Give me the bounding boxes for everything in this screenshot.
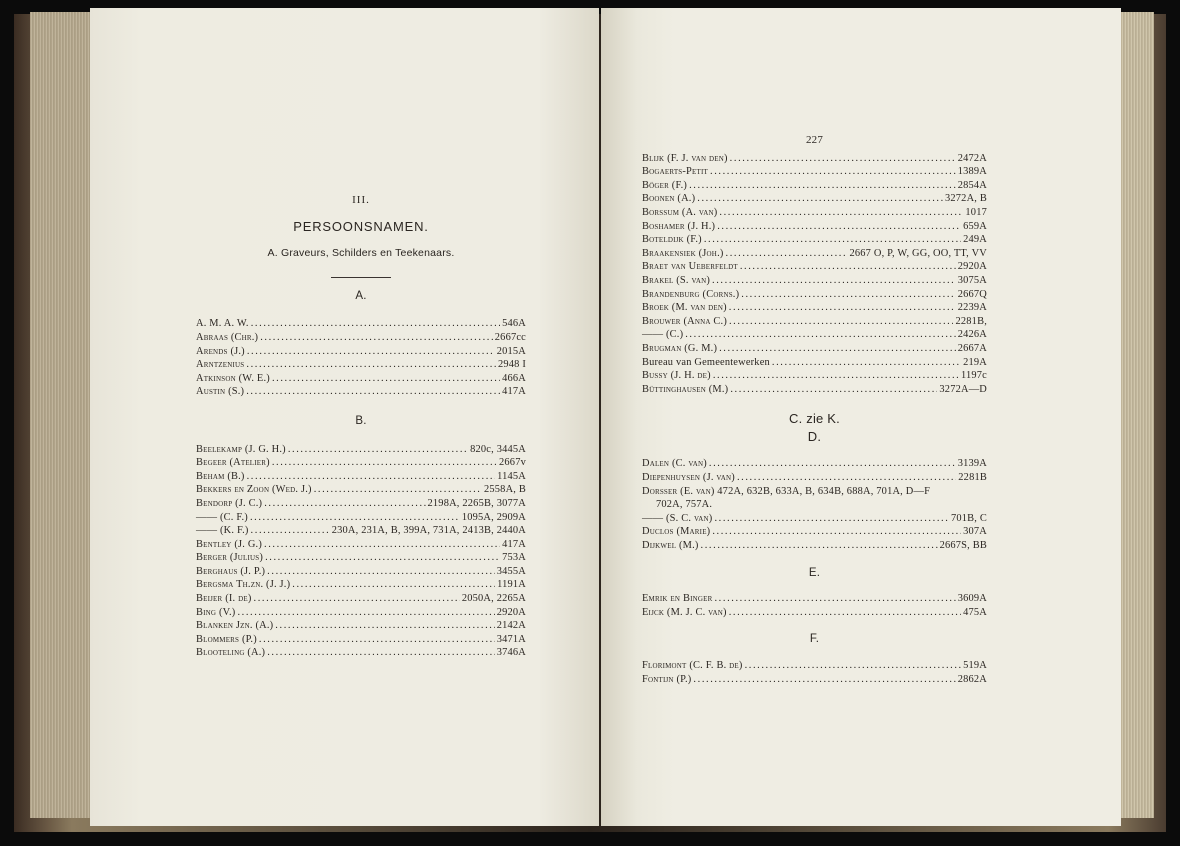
index-entry: Bureau van Gemeentewerken . . . 219A [642, 356, 987, 370]
title-rule [331, 277, 391, 278]
left-page [90, 8, 599, 826]
group-letter-a: A. [355, 289, 367, 302]
index-entry: Brugman (G. M.) . . . 2667A [642, 342, 987, 356]
index-entry: Borssum (A. van) . . . 1017 [642, 206, 987, 220]
index-entry: Atkinson (W. E.) . . . 466A [196, 372, 526, 386]
section-number: III. [352, 194, 370, 206]
index-entry: Arends (J.) . . . 2015A [196, 345, 526, 359]
index-entry: Diepenhuysen (J. van) . . . 2281B [642, 471, 987, 485]
group-letter-b: B. [355, 414, 367, 427]
index-entry: Beijer (I. de) . . . 2050A, 2265A [196, 592, 526, 606]
index-entry: Blijk (F. J. van den) . . . 2472A [642, 152, 987, 166]
index-entry: —— (C. F.) . . . 1095A, 2909A [196, 511, 526, 525]
section-title: PERSOONSNAMEN. [293, 218, 429, 234]
index-entry: —— (S. C. van) . . . 701B, C [642, 512, 987, 526]
index-entry: Beham (B.) . . . 1145A [196, 470, 526, 484]
index-entry: —— (K. F.) . . . 230A, 231A, B, 399A, 731A, 2413B, 2440A [196, 524, 526, 538]
page-number: 227 [805, 134, 824, 146]
index-entry-dorsser-continued: 702A, 757A. [656, 499, 713, 511]
index-entry: Berghaus (J. P.) . . . 3455A [196, 565, 526, 579]
index-entry: Braet van Ueberfeldt . . . 2920A [642, 260, 987, 274]
index-entry: Bentley (J. G.) . . . 417A [196, 538, 526, 552]
group-letter-e: E. [808, 566, 821, 579]
index-entry: Berger (Julius) . . . 753A [196, 551, 526, 565]
index-entry: Bogaerts-Petit . . . 1389A [642, 165, 987, 179]
index-entry: Emrik en Binger . . . 3609A [642, 592, 987, 606]
index-entry: —— (C.) . . . 2426A [642, 328, 987, 342]
index-entry: Dijkwel (M.) . . . 2667S, BB [642, 539, 987, 553]
group-a-entries [196, 317, 526, 399]
group-letter-f: F. [809, 633, 820, 646]
index-entry: Boonen (A.) . . . 3272A, B [642, 192, 987, 206]
index-entry: Austin (S.) . . . 417A [196, 385, 526, 399]
index-entry: Abraas (Chr.) . . . 2667cc [196, 331, 526, 345]
index-entry: Florimont (C. F. B. de) . . . 519A [642, 659, 987, 673]
index-entry: Brouwer (Anna C.) . . . 2281B, [642, 315, 987, 329]
index-entry: Brandenburg (Corns.) . . . 2667Q [642, 288, 987, 302]
index-entry: Böger (F.) . . . 2854A [642, 179, 987, 193]
index-entry: Dalen (C. van) . . . 3139A [642, 457, 987, 471]
index-entry: Büttinghausen (M.) . . . 3272A—D [642, 383, 987, 397]
index-entry: Boshamer (J. H.) . . . 659A [642, 220, 987, 234]
index-entry: Eijck (M. J. C. van) . . . 475A [642, 606, 987, 620]
left-page-edges [30, 12, 96, 818]
right-page [601, 8, 1121, 826]
index-entry: A. M. A. W. . . . 546A [196, 317, 526, 331]
index-entry: Bing (V.) . . . 2920A [196, 606, 526, 620]
index-entry: Braakensiek (Joh.) . . . 2667 O, P, W, GG, OO, TT, VV [642, 247, 987, 261]
group-letter-d: D. [807, 428, 822, 444]
right-page-content [642, 134, 987, 686]
index-entry: Arntzenius . . . 2948 I [196, 358, 526, 372]
group-d-entries [642, 457, 987, 552]
index-entry: Beelekamp (J. G. H.) . . . 820c, 3445A [196, 443, 526, 457]
group-e-entries [642, 592, 987, 619]
index-entry: Fontijn (P.) . . . 2862A [642, 673, 987, 687]
index-entry: Blooteling (A.) . . . 3746A [196, 646, 526, 660]
index-entry: Bekkers en Zoon (Wed. J.) . . . 2558A, B [196, 483, 526, 497]
index-entry: Begeer (Atelier) . . . 2667v [196, 456, 526, 470]
group-b-continued-entries [642, 152, 987, 397]
group-b-entries [196, 443, 526, 661]
index-entry-dorsser: Dorsser (E. van) 472A, 632B, 633A, B, 634B, 688A, 701A, D—F [642, 485, 931, 497]
index-entry: Boteldijk (F.) . . . 249A [642, 233, 987, 247]
index-entry: Blanken Jzn. (A.) . . . 2142A [196, 619, 526, 633]
index-entry: Blommers (P.) . . . 3471A [196, 633, 526, 647]
index-entry: Brakel (S. van) . . . 3075A [642, 274, 987, 288]
section-subtitle: A. Graveurs, Schilders en Teekenaars. [267, 247, 455, 260]
cross-reference-c: C. zie K. [789, 411, 840, 427]
index-entry: Bussy (J. H. de) . . . 1197c [642, 369, 987, 383]
index-entry: Bergsma Th.zn. (J. J.) . . . 1191A [196, 578, 526, 592]
group-f-entries [642, 659, 987, 686]
index-entry: Duclos (Marie) . . . 307A [642, 525, 987, 539]
index-entry: Bendorp (J. C.) . . . 2198A, 2265B, 3077A [196, 497, 526, 511]
left-page-content [196, 194, 526, 660]
index-entry: Broek (M. van den) . . . 2239A [642, 301, 987, 315]
right-page-edges [1118, 12, 1154, 818]
